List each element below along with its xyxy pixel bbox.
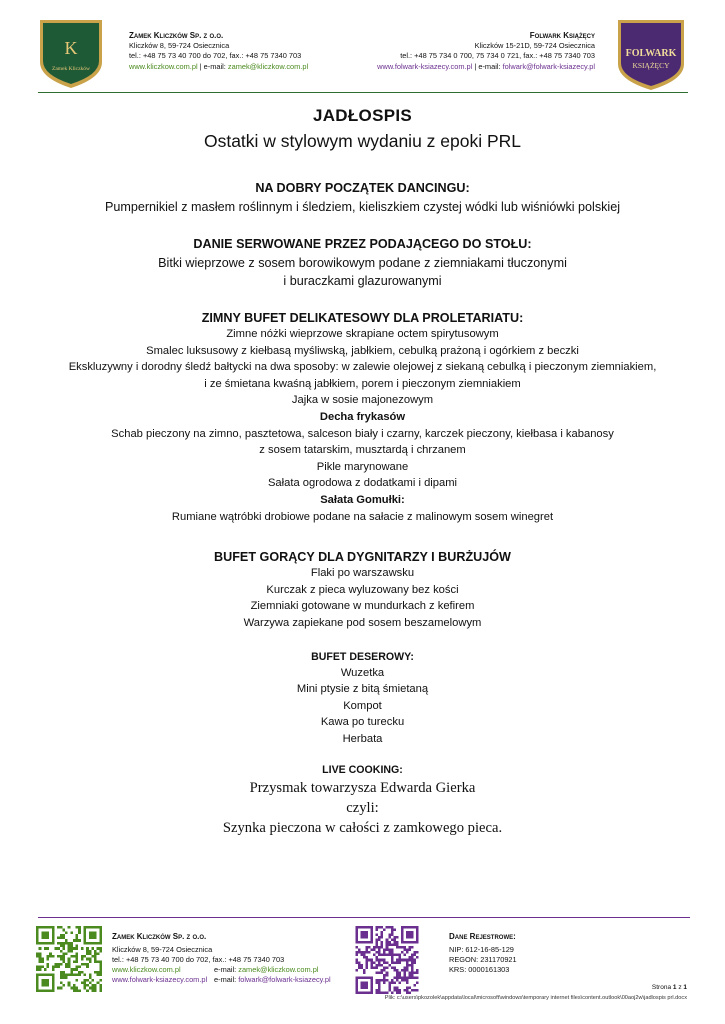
email-label: e-mail: xyxy=(478,61,501,71)
section-heading: DANIE SERWOWANE PRZEZ PODAJĄCEGO DO STOŁU: xyxy=(193,237,532,251)
menu-item: Jajka w sosie majonezowym xyxy=(291,394,434,407)
header-divider xyxy=(38,92,688,93)
section-heading: ZIMNY BUFET DELIKATESOWY DLA PROLETARIATU: xyxy=(201,311,524,325)
section-heading: BUFET GORĄCY DLA DYGNITARZY I BURŻUJÓW xyxy=(214,550,511,565)
section-heading: LIVE COOKING: xyxy=(322,764,403,777)
file-path: Plik: c:\users\pkozolek\appdata\local\microsoft\windows\temporary internet files\content.outlook\00aoj2w\jadlospis prl.docx xyxy=(384,995,687,1001)
email-link[interactable]: zamek@kliczkow.com.pl xyxy=(227,61,309,71)
email-label: e-mail: xyxy=(203,61,226,71)
registration-heading: Dane Rejestrowe: xyxy=(449,932,516,941)
krs-number: KRS: 0000161303 xyxy=(449,965,510,974)
footer-divider xyxy=(38,917,690,918)
menu-item: Herbata xyxy=(342,732,383,745)
header-company-left: Zamek Kliczków Sp. z o.o. Kliczków 8, 59-724 Osiecznica tel.: +48 75 73 40 700 do 702, fax.: +48 75 7340 703 www.kliczkow.com.pl | e-mail: zamek@kliczkow.com.pl xyxy=(129,31,309,71)
section-heading: BUFET DESEROWY: xyxy=(311,650,414,663)
header-company-right: Folwark Książęcy Kliczków 15-21D, 59-724 Osiecznica tel.: +48 75 734 0 700, 75 734 0 721, fax.: +48 75 7340 703 www.folwark-ksiazecy.com.pl | e-mail: folwark@folwark-ksiazecy.pl xyxy=(377,31,595,71)
subsection-heading: Decha frykasów xyxy=(319,410,406,423)
menu-item: Wuzetka xyxy=(340,666,385,679)
company-address: Kliczków 8, 59-724 Osiecznica xyxy=(112,945,213,954)
menu-item: i buraczkami glazurowanymi xyxy=(283,274,442,288)
qr-code-green xyxy=(36,926,102,992)
email-link[interactable]: folwark@folwark-ksiazecy.pl xyxy=(502,61,595,71)
menu-item: i ze śmietana kwaśną jabłkiem, porem i pieczonym ziemniakiem xyxy=(204,377,521,390)
menu-item: Sałata ogrodowa z dodatkami i dipami xyxy=(267,477,458,490)
email-link[interactable]: zamek@kliczkow.com.pl xyxy=(238,965,319,974)
website-link[interactable]: www.kliczkow.com.pl xyxy=(129,61,198,71)
company-phones: tel.: +48 75 734 0 700, 75 734 0 721, fax.: +48 75 7340 703 xyxy=(400,51,595,61)
menu-item: Smalec luksusowy z kiełbasą myśliwską, jabłkiem, cebulką prażoną i ogórkiem z beczki xyxy=(146,344,579,357)
company-phones: tel.: +48 75 73 40 700 do 702, fax.: +48 75 7340 703 xyxy=(129,51,302,61)
menu-content xyxy=(0,106,725,838)
menu-item: Przysmak towarzysza Edwarda Gierka xyxy=(249,780,476,797)
menu-item: Kurczak z pieca wyluzowany bez kości xyxy=(266,583,459,596)
menu-item: Kawa po turecku xyxy=(320,716,405,729)
menu-item: czyli: xyxy=(346,800,379,817)
menu-title: JADŁOSPIS xyxy=(312,106,413,125)
menu-item: Zimne nóżki wieprzowe skrapiane octem spirytusowym xyxy=(226,328,499,340)
menu-item: Ziemniaki gotowane w mundurkach z kefirem xyxy=(250,600,475,613)
email-link[interactable]: folwark@folwark-ksiazecy.pl xyxy=(238,975,331,984)
svg-text:Zamek Kliczków: Zamek Kliczków xyxy=(51,66,91,72)
company-name: Zamek Kliczków Sp. z o.o. xyxy=(112,932,207,941)
website-link[interactable]: www.kliczkow.com.pl xyxy=(112,965,181,974)
menu-item: z sosem tatarskim, musztardą i chrzanem xyxy=(259,444,466,457)
svg-text:FOLWARK: FOLWARK xyxy=(625,48,677,59)
subsection-heading: Sałata Gomułki: xyxy=(320,493,405,506)
menu-item: Ekskluzywny i dorodny śledź bałtycki na dwa sposoby: w zalewie olejowej z siekaną cebulką i pieczonym ziemniakiem, xyxy=(68,361,657,374)
company-phones: tel.: +48 75 73 40 700 do 702, fax.: +48 75 7340 703 xyxy=(112,955,285,964)
menu-item: Warzywa zapiekane pod sosem beszamelowym xyxy=(243,616,482,629)
email-label: e-mail: xyxy=(214,965,237,974)
qr-code-purple xyxy=(355,926,419,994)
menu-item: Schab pieczony na zimno, pasztetowa, salceson biały i czarny, karczek pieczony, kiełbasa i kabanosy xyxy=(111,427,614,440)
footer-registration xyxy=(449,932,569,975)
menu-item: Szynka pieczona w całości z zamkowego pieca. xyxy=(222,820,503,837)
menu-item: Bitki wieprzowe z sosem borowikowym podane z ziemniakami tłuczonymi xyxy=(158,256,567,270)
section-heading: NA DOBRY POCZĄTEK DANCINGU: xyxy=(255,181,470,195)
nip-number: NIP: 612-16-85-129 xyxy=(449,945,514,954)
menu-item: Mini ptysie z bitą śmietaną xyxy=(296,683,429,696)
zamek-kliczkow-logo xyxy=(38,18,104,90)
menu-item: Kompot xyxy=(343,699,382,712)
footer-company xyxy=(112,932,352,985)
company-name: Folwark Książęcy xyxy=(529,31,595,40)
email-label: e-mail: xyxy=(214,975,237,984)
regon-number: REGON: 231170921 xyxy=(449,955,517,964)
menu-item: Pumpernikiel z masłem roślinnym i śledziem, kieliszkiem czystej wódki lub wiśniówki polskiej xyxy=(104,200,621,214)
menu-subtitle: Ostatki w stylowym wydaniu z epoki PRL xyxy=(203,131,522,151)
svg-text:KSIĄŻĘCY: KSIĄŻĘCY xyxy=(632,61,670,70)
page-number: Strona 1 z 1 xyxy=(651,984,687,991)
svg-text:K: K xyxy=(64,38,78,58)
menu-item: Pikle marynowane xyxy=(316,460,409,473)
company-address: Kliczków 15-21D, 59-724 Osiecznica xyxy=(474,41,595,51)
menu-item: Flaki po warszawsku xyxy=(310,567,415,580)
folwark-ksiazecy-logo xyxy=(616,18,686,92)
menu-item: Rumiane wątróbki drobiowe podane na sałacie z malinowym sosem winegret xyxy=(171,510,554,523)
company-name: Zamek Kliczków Sp. z o.o. xyxy=(129,31,224,40)
company-address: Kliczków 8, 59-724 Osiecznica xyxy=(129,41,230,51)
website-link[interactable]: www.folwark-ksiazecy.com.pl xyxy=(112,975,208,984)
website-link[interactable]: www.folwark-ksiazecy.com.pl xyxy=(377,61,473,71)
